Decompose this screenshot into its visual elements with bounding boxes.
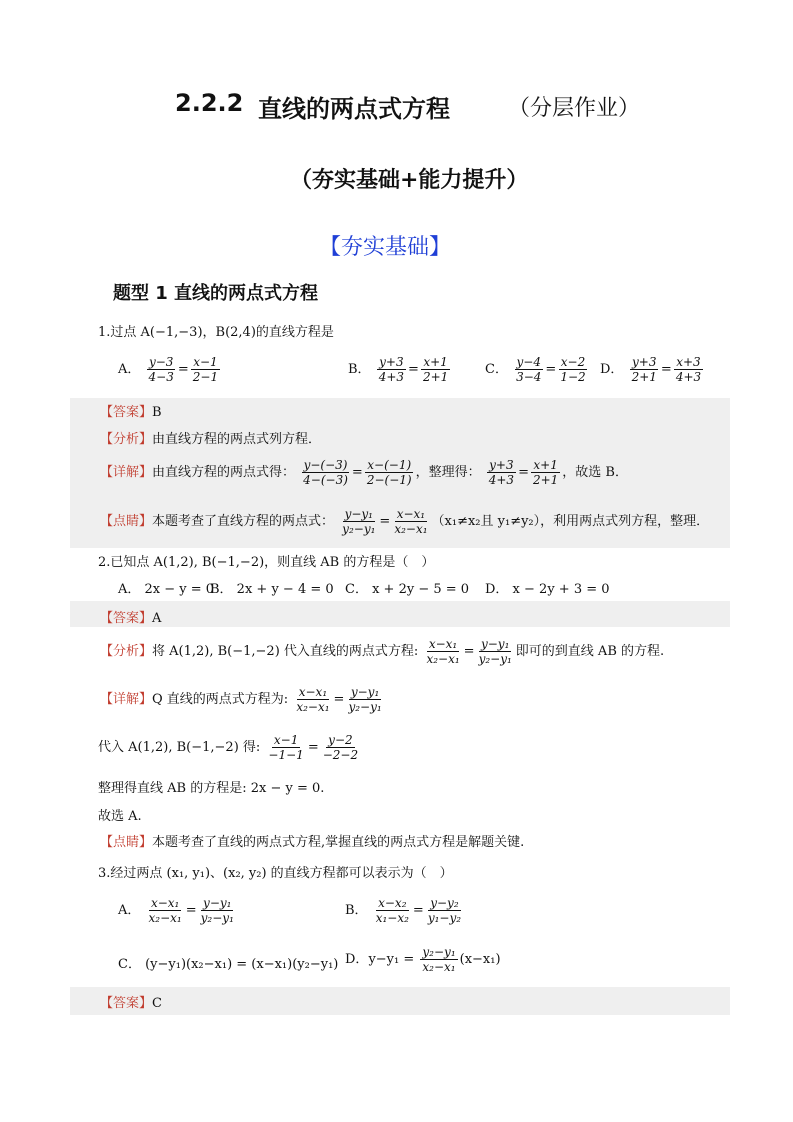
q2-substitution: 代入 A(1,2), B(−1,−2) 得: $\frac{x-1}{-1-1}$ = $\frac{y-2}{-2-2}$ <box>98 733 359 762</box>
q1-remark: 【点睛】本题考查了直线方程的两点式： $\frac{\text{y−y₁}}{\text{y₂−y₁}}$ = $\frac{\text{x−x₁}}{\text{x₂−x₁}}$ （x₁≠x₂且 y₁≠y₂），利用两点式列方程，整理． <box>100 507 710 536</box>
fraction: $\frac{y+3}{4+3}$ <box>378 355 405 384</box>
q2-option-c: C． x + 2y − 5 = 0 <box>345 582 470 597</box>
q2-analysis: 【分析】将 A(1,2), B(−1,−2) 代入直线的两点式方程: $\frac{\text{x−x₁}}{\text{x₂−x₁}}$ = $\frac{\text{y−y₁}}{\text{y₂−y₁}}$ 即可的到直线 AB 的方程. <box>100 637 665 666</box>
q2-detail: 【详解】Q 直线的两点式方程为: $\frac{\text{x−x₁}}{\text{x₂−x₁}}$ = $\frac{\text{y−y₁}}{\text{y₂−y₁}}$ <box>100 685 382 714</box>
doc-title-suffix: （分层作业） <box>508 96 641 121</box>
fraction: $\frac{\text{y−y₁}}{\text{y₂−y₁}}$ <box>348 685 382 714</box>
q1-detail: 【详解】由直线方程的两点式得： $\frac{y-(-3)}{4-(-3)}$ = $\frac{x-(-1)}{2-(-1)}$ ，整理得： $\frac{y+3}{4+3}$ = $\frac{x+1}{2+1}$ ，故选 B． <box>100 458 628 487</box>
fraction: $\frac{x+1}{2+1}$ <box>532 458 559 487</box>
doc-title: 直线的两点式方程 <box>258 95 450 123</box>
fraction: $\frac{y+3}{4+3}$ <box>488 458 515 487</box>
fraction: $\frac{y-2}{-2-2}$ <box>322 733 359 762</box>
fraction: $\frac{y+3}{2+1}$ <box>631 355 657 384</box>
section-heading: 【夯实基础】 <box>319 235 452 260</box>
q2-remark: 【点睛】本题考查了直线的两点式方程,掌握直线的两点式方程是解题关键. <box>100 835 525 850</box>
q3-answer: 【答案】C <box>100 996 162 1011</box>
doc-subtitle: （夯实基础+能力提升） <box>290 167 529 193</box>
q2-choose: 故选 A. <box>98 809 142 824</box>
q1-option-b: B． $\frac{y+3}{4+3}$ = $\frac{x+1}{2+1}$ <box>348 355 449 384</box>
q2-result: 整理得直线 AB 的方程是: 2x − y = 0. <box>98 781 325 796</box>
fraction: $\frac{x-1}{2-1}$ <box>192 355 219 384</box>
fraction: $\frac{x+1}{2+1}$ <box>422 355 449 384</box>
fraction: $\frac{\text{y−y₁}}{\text{y₂−y₁}}$ <box>478 637 512 666</box>
q3-stem: 3.经过两点 (x₁, y₁)、(x₂, y₂) 的直线方程都可以表示为（ ） <box>98 866 453 881</box>
q3-option-b: B． $\frac{\text{x−x₂}}{\text{x₁−x₂}}$ = $\frac{\text{y−y₂}}{\text{y₁−y₂}}$ <box>345 896 462 925</box>
q3-option-d: D．y−y₁ = $\frac{\text{y₂−y₁}}{\text{x₂−x₁}}$ (x−x₁) <box>345 945 501 974</box>
fraction: $\frac{x-2}{1-2}$ <box>560 355 586 384</box>
q1-answer: 【答案】B <box>100 405 162 420</box>
fraction: $\frac{y-4}{3-4}$ <box>516 355 542 384</box>
fraction: $\frac{x+3}{4+3}$ <box>675 355 702 384</box>
fraction: $\frac{\text{y−y₁}}{\text{y₂−y₁}}$ <box>200 896 234 925</box>
fraction: $\frac{\text{x−x₁}}{\text{x₂−x₁}}$ <box>296 685 330 714</box>
fraction: $\frac{\text{x−x₂}}{\text{x₁−x₂}}$ <box>375 896 409 925</box>
fraction: $\frac{\text{x−x₁}}{\text{x₂−x₁}}$ <box>394 507 428 536</box>
q1-option-c: C． $\frac{y-4}{3-4}$ = $\frac{x-2}{1-2}$ <box>485 355 586 384</box>
fraction: $\frac{\text{y−y₁}}{\text{y₂−y₁}}$ <box>342 507 376 536</box>
fraction: $\frac{x-(-1)}{2-(-1)}$ <box>366 458 412 487</box>
fraction: $\frac{x-1}{-1-1}$ <box>268 733 304 762</box>
q2-option-b: B． 2x + y − 4 = 0 <box>210 582 334 597</box>
q1-option-d: D． $\frac{y+3}{2+1}$ = $\frac{x+3}{4+3}$ <box>600 355 702 384</box>
q1-analysis: 【分析】由直线方程的两点式列方程． <box>100 432 322 447</box>
fraction: $\frac{y-3}{4-3}$ <box>148 355 174 384</box>
q1-option-a: A． $\frac{y-3}{4-3}$ = $\frac{x-1}{2-1}$ <box>118 355 219 384</box>
fraction: $\frac{\text{y−y₂}}{\text{y₁−y₂}}$ <box>427 896 462 925</box>
q1-stem: 1.过点 A(−1,−3)，B(2,4)的直线方程是 <box>98 325 334 340</box>
q2-option-a: A． 2x − y = 0 <box>118 582 215 597</box>
q3-option-a: A． $\frac{\text{x−x₁}}{\text{x₂−x₁}}$ = $\frac{\text{y−y₁}}{\text{y₂−y₁}}$ <box>118 896 234 925</box>
fraction: $\frac{\text{y₂−y₁}}{\text{x₂−x₁}}$ <box>422 945 456 974</box>
q2-answer-box <box>70 601 730 627</box>
q3-answer-box <box>70 987 730 1015</box>
question-type-heading: 题型 1 直线的两点式方程 <box>113 283 319 304</box>
fraction: $\frac{\text{x−x₁}}{\text{x₂−x₁}}$ <box>426 637 460 666</box>
q2-answer: 【答案】A <box>100 611 162 626</box>
doc-number: 2.2.2 <box>175 89 244 117</box>
q3-option-c: C． (y−y₁)(x₂−x₁) = (x−x₁)(y₂−y₁) <box>118 957 339 972</box>
q2-option-d: D． x − 2y + 3 = 0 <box>485 582 610 597</box>
q2-stem: 2.已知点 A(1,2), B(−1,−2)，则直线 AB 的方程是（ ） <box>98 555 435 570</box>
q1-option-a-label: A． <box>118 362 141 377</box>
fraction: $\frac{y-(-3)}{4-(-3)}$ <box>303 458 348 487</box>
fraction: $\frac{\text{x−x₁}}{\text{x₂−x₁}}$ <box>148 896 182 925</box>
